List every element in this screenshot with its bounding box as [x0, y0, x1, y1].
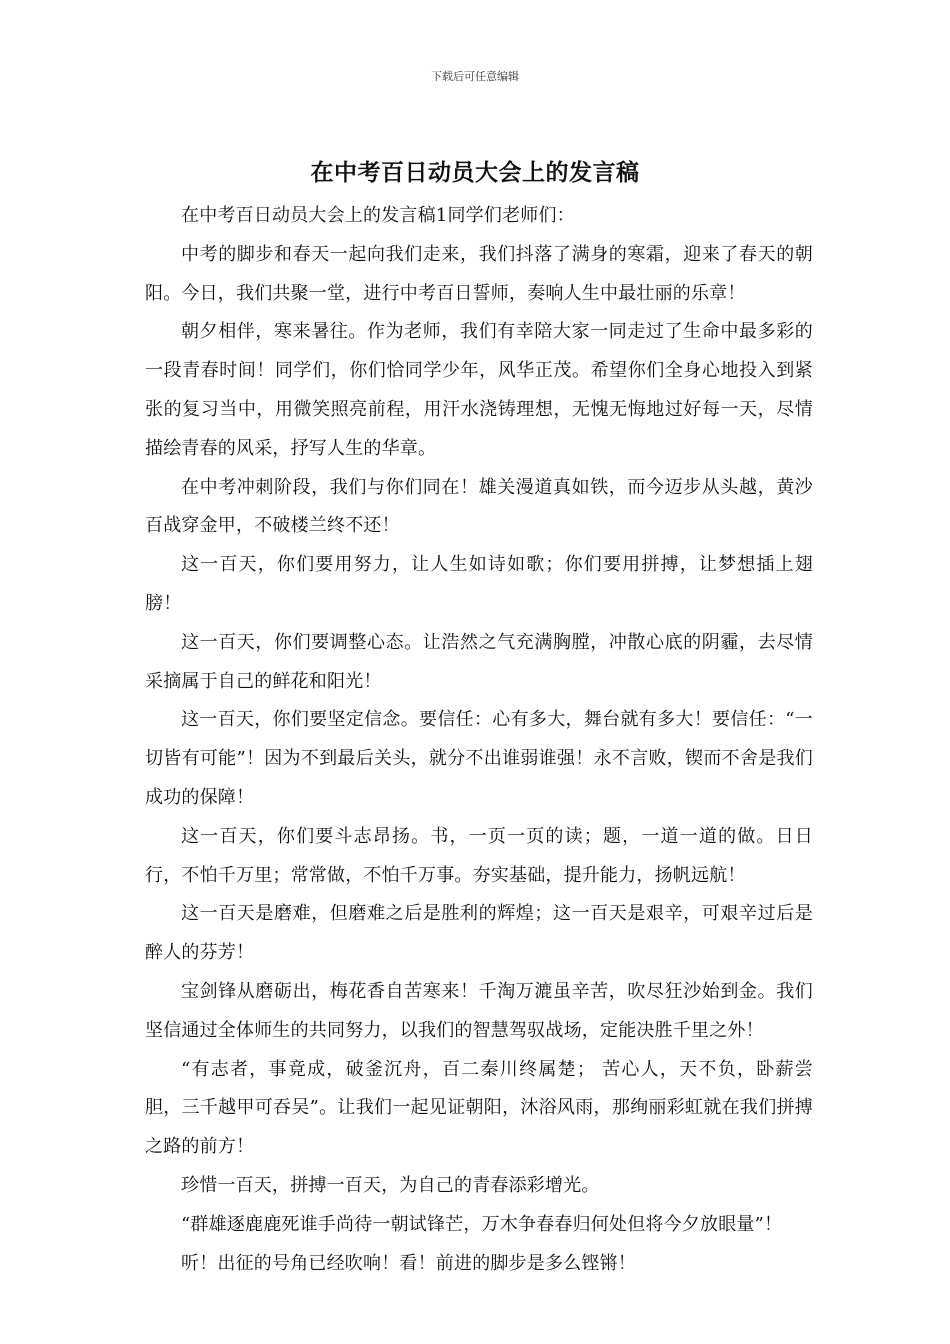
page-header-note: 下载后可任意编辑 [431, 70, 519, 83]
paragraph-11: “有志者，事竟成，破釜沉舟，百二秦川终属楚； 苦心人，天不负，卧薪尝胆，三千越甲可吞吴”。让我们一起见证朝阳，沐浴风雨，那绚丽彩虹就在我们拼搏之路的前方！ [145, 1058, 813, 1158]
paragraph-7: 这一百天，你们要坚定信念。要信任：心有多大，舞台就有多大！要信任：“一切皆有可能”！因为不到最后关头，就分不出谁弱谁强！永不言败，锲而不舍是我们成功的保障！ [145, 709, 813, 808]
paragraph-4: 在中考冲刺阶段，我们与你们同在！雄关漫道真如铁，而今迈步从头越，黄沙百战穿金甲，不破楼兰终不还！ [145, 476, 813, 537]
paragraph-14: 听！出征的号角已经吹响！看！前进的脚步是多么铿锵！ [181, 1252, 636, 1274]
paragraph-13: “群雄逐鹿鹿死谁手尚待一朝试锋芒，万木争春春归何处但将今夕放眼量”！ [181, 1213, 783, 1235]
paragraph-8: 这一百天，你们要斗志昂扬。书，一页一页的读；题，一道一道的做。日日行，不怕千万里；常常做，不怕千万事。夯实基础，提升能力，扬帆远航！ [145, 825, 813, 886]
document-title: 在中考百日动员大会上的发言稿 [310, 160, 640, 186]
document-body [145, 197, 813, 1283]
paragraph-2: 中考的脚步和春天一起向我们走来，我们抖落了满身的寒霜，迎来了春天的朝阳。今日，我们共聚一堂，进行中考百日誓师，奏响人生中最壮丽的乐章！ [145, 243, 813, 304]
paragraph-1: 在中考百日动员大会上的发言稿1同学们老师们： [181, 205, 575, 226]
paragraph-10: 宝剑锋从磨砺出，梅花香自苦寒来！千淘万漉虽辛苦，吹尽狂沙始到金。我们坚信通过全体师生的共同努力，以我们的智慧驾驭战场，定能决胜千里之外！ [145, 980, 813, 1041]
paragraph-12: 珍惜一百天，拼搏一百天，为自己的青春添彩增光。 [181, 1174, 600, 1196]
paragraph-5: 这一百天，你们要用努力，让人生如诗如歌；你们要用拼搏，让梦想插上翅膀！ [145, 554, 813, 614]
paragraph-3: 朝夕相伴，寒来暑往。作为老师，我们有幸陪大家一同走过了生命中最多彩的一段青春时间！同学们，你们恰同学少年，风华正茂。希望你们全身心地投入到紧张的复习当中，用微笑照亮前程，用汗水浇铸理想，无愧无悔地过好每一天，尽情描绘青春的风采，抒写人生的华章。 [145, 321, 813, 459]
paragraph-6: 这一百天，你们要调整心态。让浩然之气充满胸膛，冲散心底的阴霾，去尽情采摘属于自己的鲜花和阳光！ [145, 631, 813, 692]
paragraph-9: 这一百天是磨难，但磨难之后是胜利的辉煌；这一百天是艰辛，可艰辛过后是醉人的芬芳！ [145, 903, 813, 964]
